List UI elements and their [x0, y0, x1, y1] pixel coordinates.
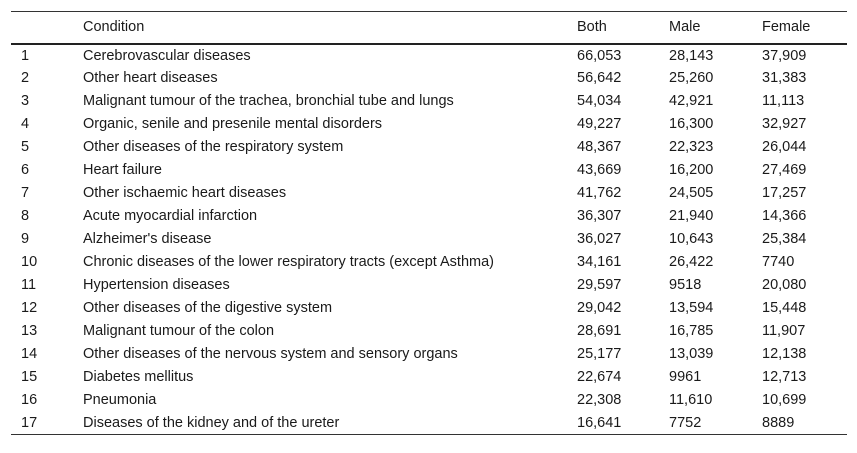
cell-condition: Malignant tumour of the colon	[83, 323, 275, 339]
cell-index: 9	[21, 231, 30, 247]
cell-male: 26,422	[669, 254, 714, 270]
header-female: Female	[762, 12, 847, 44]
table-row	[11, 44, 847, 67]
cell-both: 36,027	[577, 231, 622, 247]
cell-both: 22,308	[577, 392, 622, 408]
cell-condition: Organic, senile and presenile mental disorders	[83, 116, 383, 132]
cell-index: 3	[21, 93, 30, 109]
table-row	[11, 113, 847, 136]
cell-male: 7752	[669, 412, 762, 435]
cell-female: 27,469	[762, 162, 807, 178]
cell-index: 2	[21, 70, 30, 86]
cell-female: 8889	[762, 412, 847, 435]
cell-both: 36,307	[577, 208, 622, 224]
cell-male: 11,610	[669, 392, 713, 408]
cell-index: 17	[11, 412, 83, 435]
cell-both: 34,161	[577, 254, 622, 270]
cell-index: 11	[21, 277, 37, 293]
cell-condition: Other diseases of the digestive system	[83, 300, 333, 316]
cell-both: 16,641	[577, 412, 669, 435]
cell-female: 37,909	[762, 48, 807, 64]
header-index	[11, 12, 83, 44]
cell-both: 41,762	[577, 185, 622, 201]
cell-index: 8	[21, 208, 30, 224]
cell-female: 17,257	[762, 185, 807, 201]
table-row	[11, 274, 847, 297]
cell-male: 24,505	[669, 185, 714, 201]
cell-female: 32,927	[762, 116, 807, 132]
cell-male: 9518	[669, 277, 702, 293]
cell-male: 10,643	[669, 231, 714, 247]
cell-male: 28,143	[669, 48, 714, 64]
cell-female: 7740	[762, 254, 795, 270]
table-row	[11, 159, 847, 182]
cell-male: 13,039	[669, 346, 714, 362]
cell-both: 29,597	[577, 277, 622, 293]
table-row	[11, 366, 847, 389]
cell-both: 29,042	[577, 300, 622, 316]
header-both: Both	[577, 12, 669, 44]
table-row	[11, 228, 847, 251]
cell-index: 13	[21, 323, 38, 339]
cell-condition: Diseases of the kidney and of the ureter	[83, 412, 577, 435]
mortality-table-container	[11, 11, 847, 435]
cell-index: 10	[21, 254, 38, 270]
cell-condition: Cerebrovascular diseases	[83, 48, 251, 64]
cell-both: 56,642	[577, 70, 622, 86]
cell-condition: Other diseases of the nervous system and sensory organs	[83, 346, 458, 362]
cell-female: 14,366	[762, 208, 807, 224]
cell-male: 16,200	[669, 162, 714, 178]
cell-condition: Diabetes mellitus	[83, 369, 194, 385]
cell-index: 16	[21, 392, 38, 408]
cell-index: 5	[21, 139, 30, 155]
cell-condition: Heart failure	[83, 162, 162, 178]
cell-male: 9961	[669, 369, 702, 385]
cell-condition: Malignant tumour of the trachea, bronchial tube and lungs	[83, 93, 454, 109]
cell-female: 31,383	[762, 70, 807, 86]
cell-both: 54,034	[577, 93, 622, 109]
cell-condition: Alzheimer's disease	[83, 231, 212, 247]
table-row	[11, 389, 847, 412]
cell-index: 12	[21, 300, 38, 316]
cell-both: 48,367	[577, 139, 622, 155]
cell-index: 15	[21, 369, 38, 385]
cell-condition: Other diseases of the respiratory system	[83, 139, 344, 155]
cell-condition: Acute myocardial infarction	[83, 208, 258, 224]
table-row	[11, 67, 847, 90]
cell-female: 15,448	[762, 300, 807, 316]
cell-index: 1	[21, 48, 30, 64]
table-row	[11, 343, 847, 366]
cell-male: 22,323	[669, 139, 714, 155]
cell-both: 66,053	[577, 48, 622, 64]
cell-female: 25,384	[762, 231, 807, 247]
cell-condition: Pneumonia	[83, 392, 157, 408]
cell-female: 12,138	[762, 346, 807, 362]
table-body	[11, 44, 847, 435]
cell-index: 4	[21, 116, 30, 132]
cell-condition: Other ischaemic heart diseases	[83, 185, 287, 201]
mortality-table	[11, 11, 847, 435]
table-row	[11, 251, 847, 274]
header-condition: Condition	[83, 12, 577, 44]
cell-male: 42,921	[669, 93, 714, 109]
cell-male: 16,300	[669, 116, 714, 132]
cell-both: 22,674	[577, 369, 622, 385]
cell-male: 13,594	[669, 300, 714, 316]
cell-female: 11,113	[762, 93, 805, 109]
cell-index: 14	[21, 346, 38, 362]
table-header	[11, 12, 847, 44]
cell-both: 28,691	[577, 323, 622, 339]
header-row	[11, 12, 847, 44]
table-row	[11, 205, 847, 228]
cell-both: 25,177	[577, 346, 622, 362]
table-row	[11, 136, 847, 159]
cell-male: 25,260	[669, 70, 714, 86]
cell-female: 11,907	[762, 323, 806, 339]
cell-condition: Other heart diseases	[83, 70, 218, 86]
table-row	[11, 412, 847, 435]
table-row	[11, 320, 847, 343]
cell-female: 10,699	[762, 392, 807, 408]
cell-index: 6	[21, 162, 30, 178]
cell-female: 26,044	[762, 139, 807, 155]
cell-male: 21,940	[669, 208, 714, 224]
cell-female: 12,713	[762, 369, 807, 385]
cell-both: 43,669	[577, 162, 622, 178]
header-male: Male	[669, 12, 762, 44]
cell-female: 20,080	[762, 277, 807, 293]
table-row	[11, 297, 847, 320]
table-row	[11, 90, 847, 113]
cell-condition: Chronic diseases of the lower respiratory tracts (except Asthma)	[83, 254, 494, 270]
cell-both: 49,227	[577, 116, 622, 132]
cell-condition: Hypertension diseases	[83, 277, 230, 293]
cell-index: 7	[21, 185, 30, 201]
table-row	[11, 182, 847, 205]
cell-male: 16,785	[669, 323, 714, 339]
